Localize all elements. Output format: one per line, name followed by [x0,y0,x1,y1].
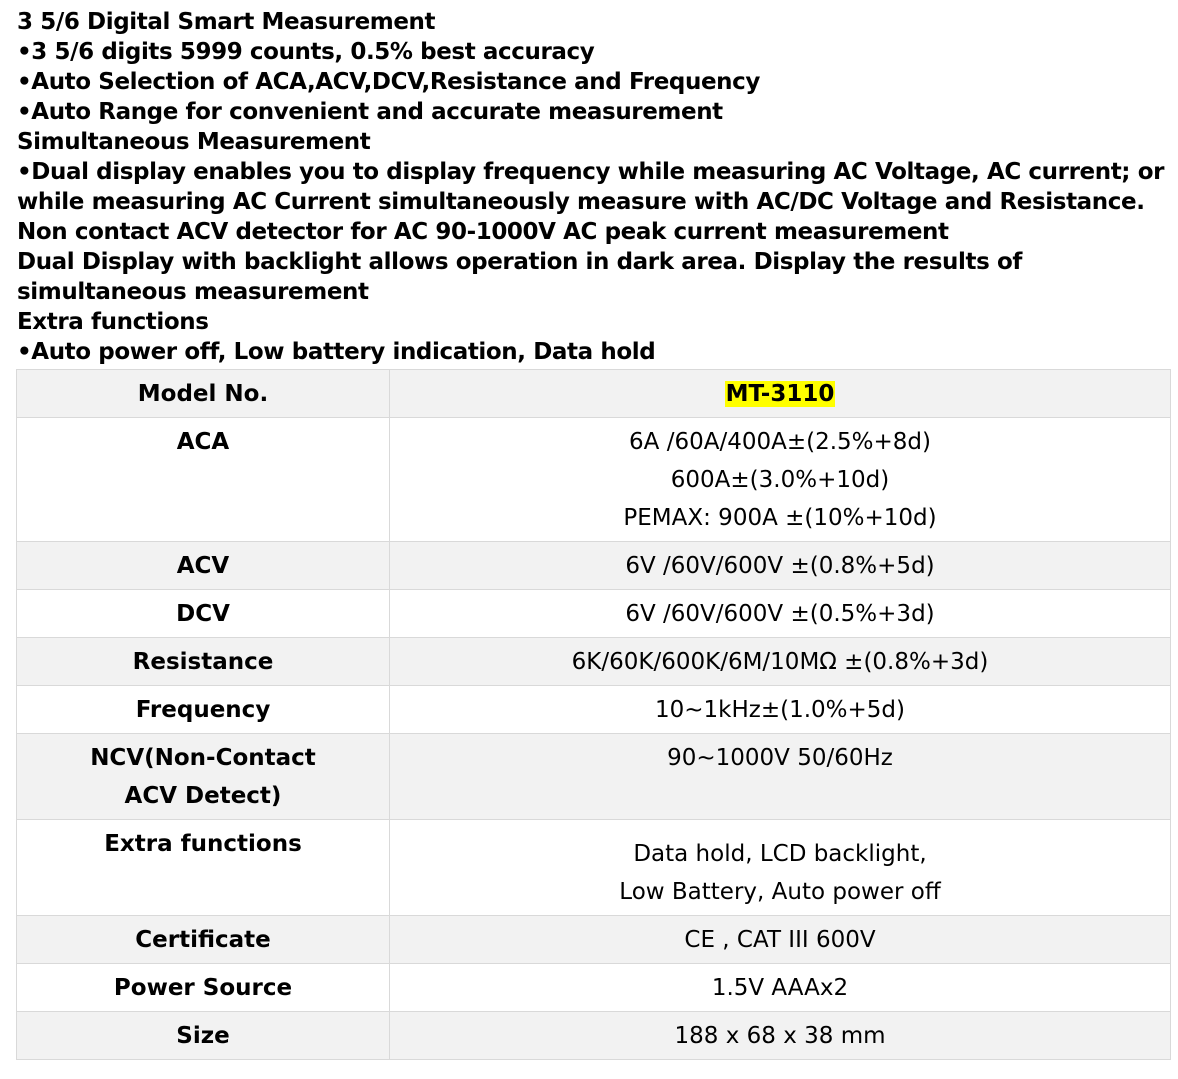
spec-label [17,418,390,542]
spec-value-line: 600A±(3.0%+10d) [670,467,890,493]
spec-label-line: ACA [176,429,230,455]
spec-label-line: NCV(Non-Contact [90,745,316,771]
spec-value [390,734,1171,820]
spec-value-line: 90~1000V 50/60Hz [667,745,893,771]
spec-value [390,686,1171,734]
table-row [17,542,1171,590]
intro-bullet-digits: •3 5/6 digits 5999 counts, 0.5% best accuracy [17,39,595,65]
spec-value-line: 6V /60V/600V ±(0.8%+5d) [625,553,935,579]
spec-value-line: CE , CAT III 600V [684,927,876,953]
spec-value [390,964,1171,1012]
intro-heading-digital: 3 5/6 Digital Smart Measurement [17,9,436,35]
spec-label [17,686,390,734]
spec-value-line: 10~1kHz±(1.0%+5d) [654,697,905,723]
spec-label-line: Frequency [135,697,271,723]
table-row [17,1012,1171,1060]
spec-label [17,734,390,820]
table-row-model [17,370,1171,418]
spec-label [17,964,390,1012]
spec-value-line: 1.5V AAAx2 [711,975,849,1001]
spec-table [16,369,1171,1060]
spec-label-line: Extra functions [104,831,302,857]
spec-label-line: ACV Detect) [124,783,282,809]
spec-value [390,542,1171,590]
spec-label-line: Power Source [113,975,293,1001]
table-row [17,964,1171,1012]
intro-text [17,7,1167,367]
spec-value-line [390,825,1170,835]
spec-value [390,638,1171,686]
spec-label [17,1012,390,1060]
intro-heading-extra: Extra functions [17,309,209,335]
model-value-cell [390,370,1171,418]
spec-label-line: DCV [176,601,230,627]
spec-label-line: Certificate [135,927,271,953]
table-row [17,590,1171,638]
intro-ncv-detector: Non contact ACV detector for AC 90-1000V AC peak current measurement [17,219,949,245]
table-row [17,686,1171,734]
model-label: Model No. [17,370,390,418]
spec-value-line: Low Battery, Auto power off [619,879,941,905]
spec-value [390,418,1171,542]
spec-label [17,916,390,964]
intro-bullet-extra: •Auto power off, Low battery indication, Data hold [17,339,656,365]
spec-value [390,1012,1171,1060]
intro-bullet-auto-range: •Auto Range for convenient and accurate measurement [17,99,723,125]
spec-value-line: PEMAX: 900A ±(10%+10d) [623,505,937,531]
intro-bullet-auto-selection: •Auto Selection of ACA,ACV,DCV,Resistance and Frequency [17,69,760,95]
intro-bullet-dual-display: •Dual display enables you to display frequency while measuring AC Voltage, AC current; or while measuring AC Current simultaneously measure with AC/DC Voltage and Resistance. [17,159,1165,215]
spec-label-line: Resistance [132,649,274,675]
spec-label [17,590,390,638]
spec-label [17,542,390,590]
intro-backlight: Dual Display with backlight allows operation in dark area. Display the results of simultaneous measurement [17,249,1022,305]
spec-value-line: 188 x 68 x 38 mm [674,1023,886,1049]
spec-value [390,820,1171,916]
spec-value [390,916,1171,964]
spec-value [390,590,1171,638]
spec-value-line: 6V /60V/600V ±(0.5%+3d) [625,601,935,627]
spec-label [17,820,390,916]
spec-label-line: Size [176,1023,230,1049]
table-row [17,418,1171,542]
table-row [17,820,1171,916]
spec-value-line: Data hold, LCD backlight, [633,841,927,867]
spec-value-line: 6K/60K/600K/6M/10MΩ ±(0.8%+3d) [571,649,989,675]
table-row [17,734,1171,820]
intro-heading-simultaneous: Simultaneous Measurement [17,129,371,155]
model-value: MT-3110 [725,381,835,407]
table-row [17,916,1171,964]
spec-label [17,638,390,686]
spec-label-line: ACV [176,553,230,579]
table-row [17,638,1171,686]
spec-value-line: 6A /60A/400A±(2.5%+8d) [629,429,931,455]
